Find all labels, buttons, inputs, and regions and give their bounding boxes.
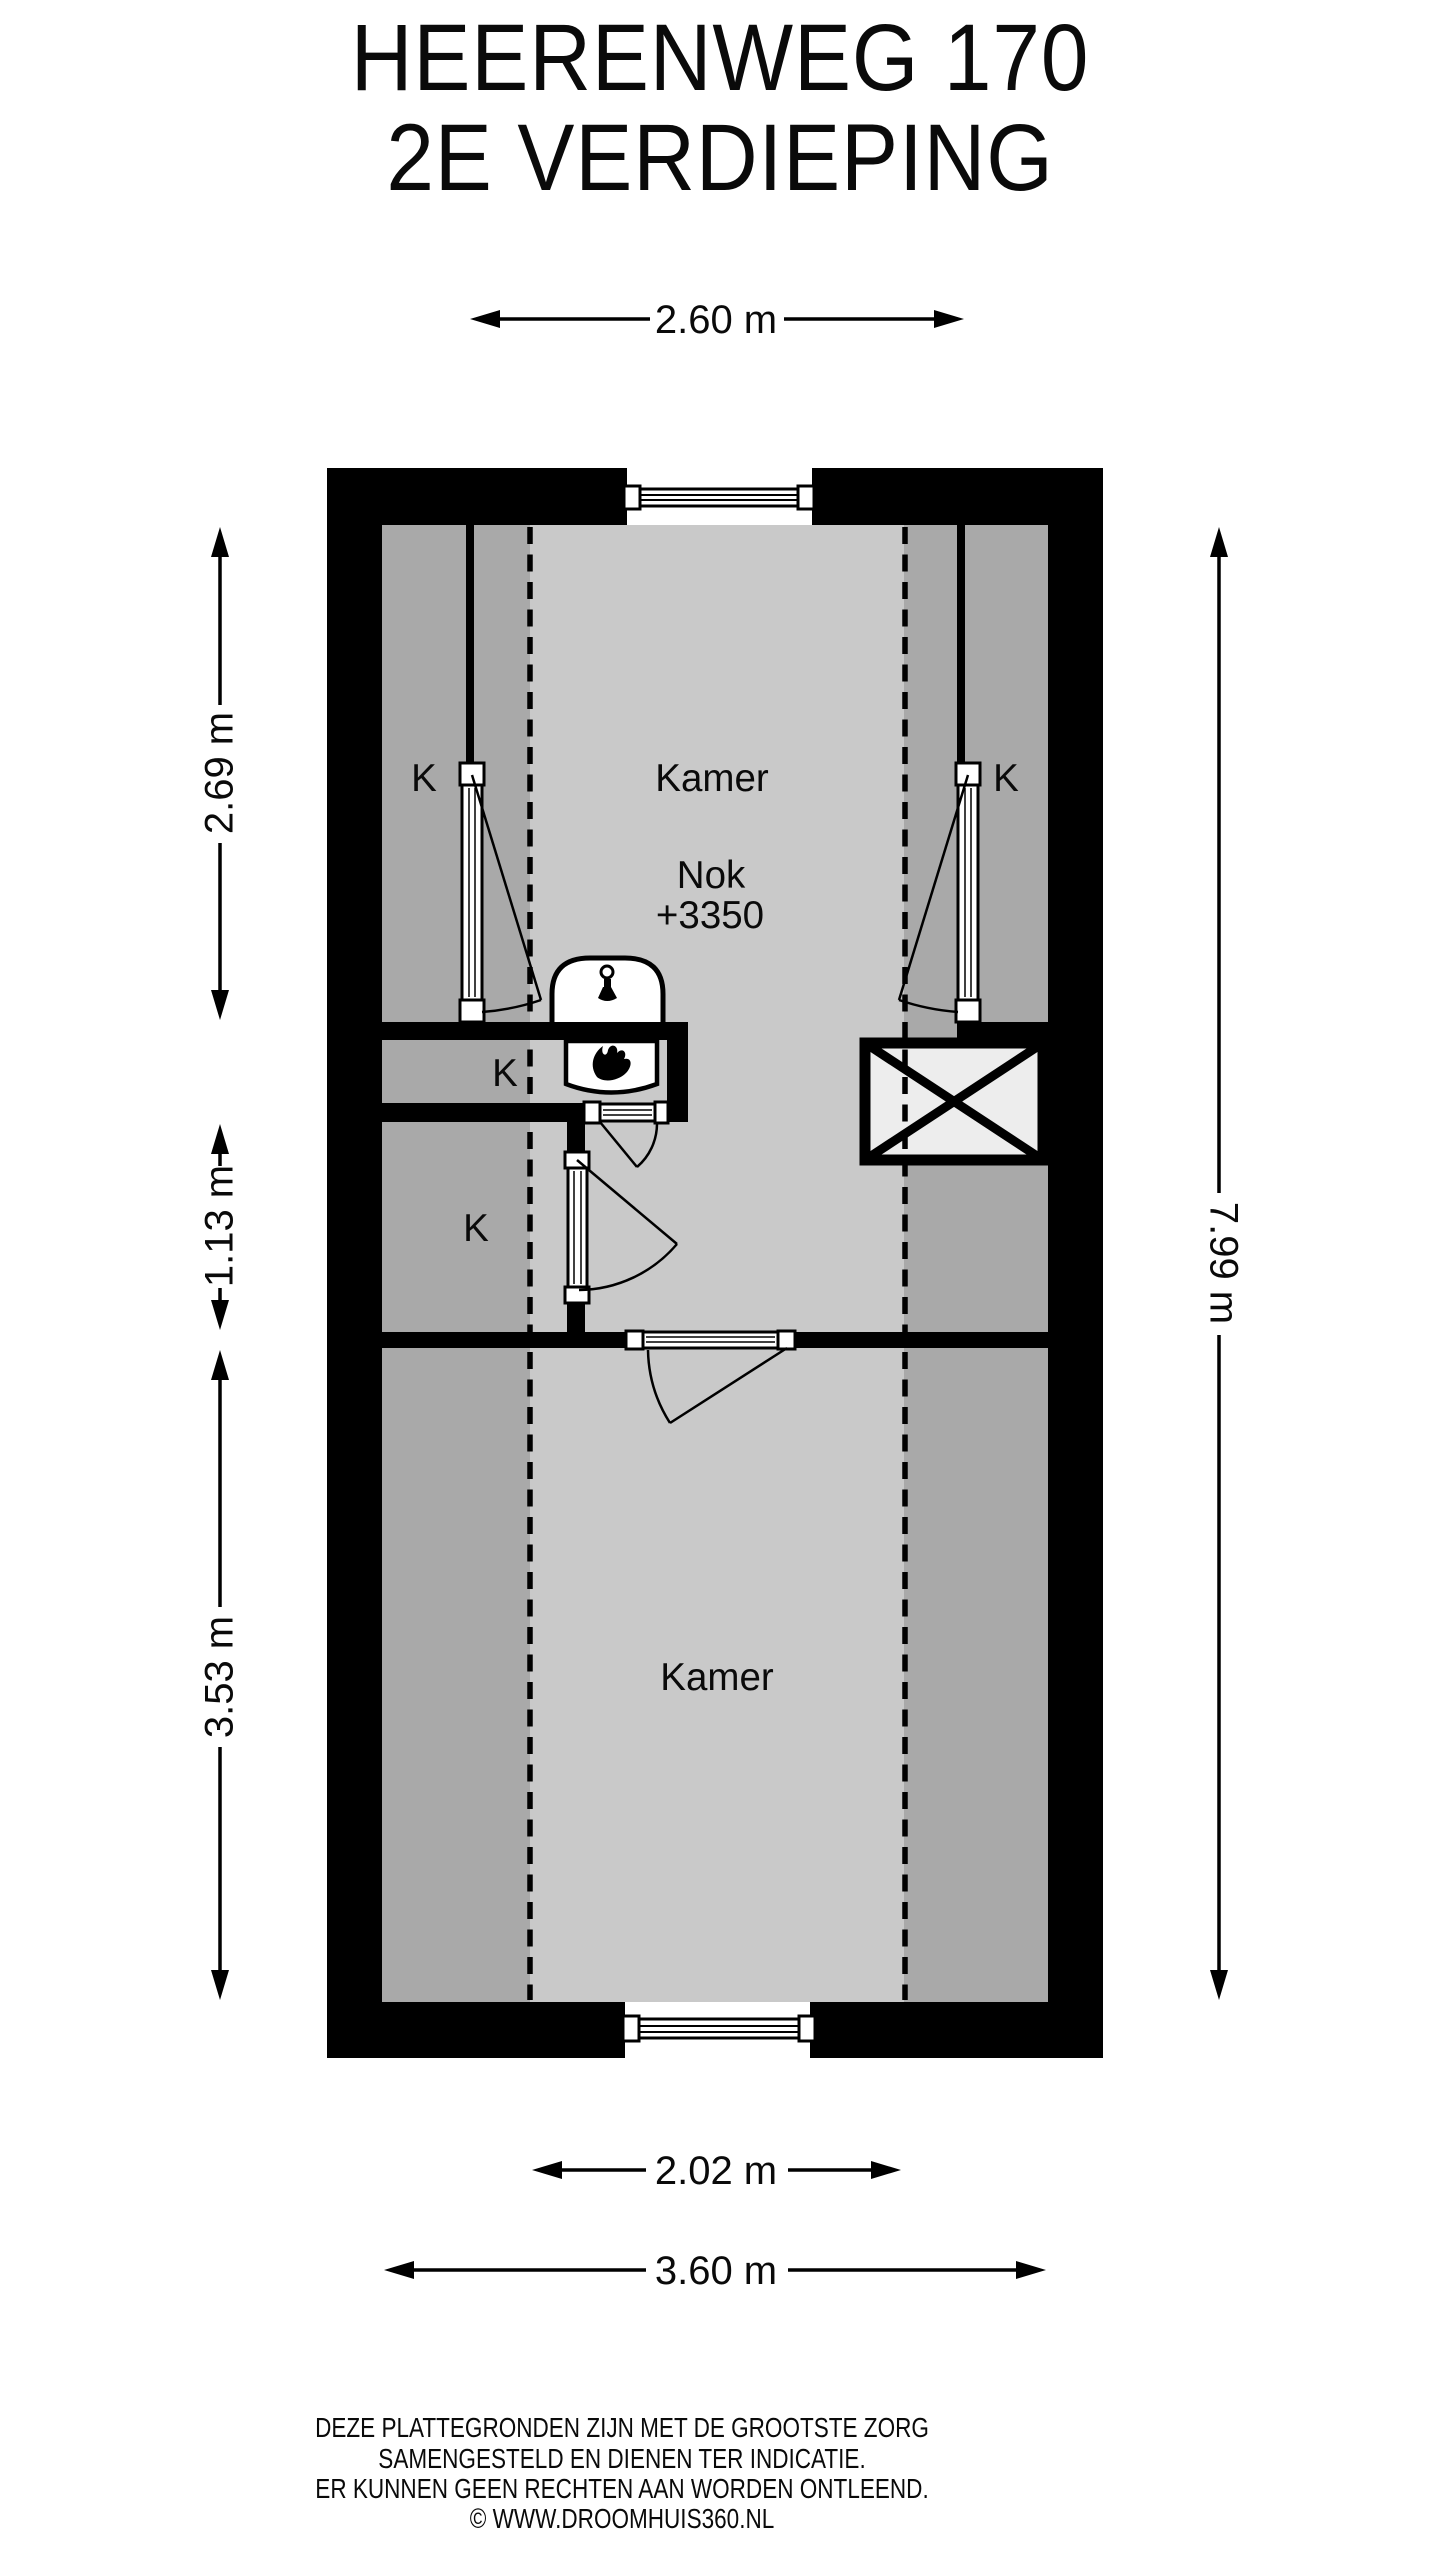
ridge-height-label-2: +3350: [655, 894, 765, 937]
boiler-icon: [552, 958, 663, 1030]
hinge-post: [626, 1331, 643, 1349]
disclaimer-line-2: SAMENGESTELD EN DIENEN TER INDICATIE.: [378, 2443, 866, 2475]
disclaimer-line-3: ER KUNNEN GEEN RECHTEN AAN WORDEN ONTLEEND.: [315, 2473, 929, 2505]
boiler-valve-icon: [601, 966, 613, 978]
inner-wall-1-left: [382, 1022, 688, 1040]
closet-label-low: K: [463, 1207, 489, 1250]
dimension-label-left-middle: 1.13 m: [197, 1164, 242, 1288]
dimension-label-left-upper: 2.69 m: [197, 711, 242, 835]
closet-partition-right: [957, 525, 965, 765]
ridge-height-label-1: Nok: [676, 854, 746, 897]
hinge-post: [460, 1000, 484, 1022]
window-bottom: [623, 2002, 815, 2058]
cv-closet-side-wall: [667, 1022, 688, 1122]
hinge-post: [778, 1331, 795, 1349]
dimension-left-middle: [198, 1124, 242, 1330]
wall-right: [1048, 468, 1103, 2058]
room-label-kamer-top: Kamer: [655, 757, 769, 800]
inner-wall-1-right: [957, 1022, 1048, 1040]
closet-label-top-right: K: [993, 757, 1019, 800]
room-label-kamer-bottom: Kamer: [660, 1656, 774, 1699]
dimension-left-upper: [198, 527, 242, 1020]
cv-flame-icon: [566, 1041, 657, 1093]
hinge-post: [584, 1102, 600, 1123]
hinge-post: [956, 763, 980, 785]
dimension-left-lower: [198, 1350, 242, 2000]
dimension-label-top: 2.60 m: [654, 298, 778, 342]
dimension-right: [1201, 527, 1245, 2000]
hinge-post: [655, 1102, 668, 1123]
closet-label-mid: K: [492, 1052, 518, 1095]
copyright-line: © WWW.DROOMHUIS360.NL: [469, 2503, 775, 2535]
inner-wall-2-post-top: [567, 1103, 585, 1153]
title-line-2: 2E VERDIEPING: [386, 104, 1054, 212]
floor-areas: [382, 525, 1048, 2002]
disclaimer: [315, 2413, 929, 2535]
dimension-label-right: 7.99 m: [1201, 1201, 1246, 1325]
wall-left: [327, 468, 382, 2058]
disclaimer-line-1: DEZE PLATTEGRONDEN ZIJN MET DE GROOTSTE ZORG: [315, 2412, 929, 2444]
closet-label-top-left: K: [411, 757, 437, 800]
hinge-post: [460, 763, 484, 785]
closet-partition-left: [466, 525, 474, 765]
shaft-crossed-box: [865, 1043, 1043, 1160]
hinge-post: [956, 1000, 980, 1022]
page-title: [351, 5, 1090, 211]
dimension-bottom-inner: [532, 2149, 901, 2193]
dimension-label-bottom-outer: 3.60 m: [654, 2249, 778, 2293]
dimension-label-bottom-inner: 2.02 m: [654, 2149, 778, 2193]
inner-wall-3-left: [382, 1332, 628, 1348]
window-top: [624, 468, 814, 525]
dimension-bottom-outer: [384, 2249, 1046, 2293]
dimension-top: [470, 298, 964, 342]
title-line-1: HEERENWEG 170: [350, 4, 1090, 112]
inner-wall-3-right: [795, 1332, 1048, 1348]
inner-wall-2: [382, 1103, 567, 1122]
dimension-label-left-lower: 3.53 m: [197, 1615, 242, 1739]
